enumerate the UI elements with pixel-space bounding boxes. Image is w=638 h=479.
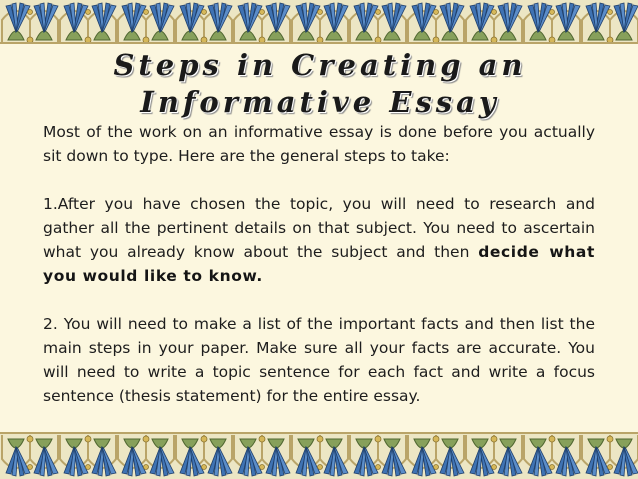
step-one-paragraph <box>43 192 595 288</box>
top-ornamental-border <box>0 0 638 44</box>
lotus-border-pattern-top <box>0 0 638 44</box>
step-one-text: 1.After you have chosen the topic, you will need to research and gather all the pertinent details on that subject. You need to ascertain what you already know about the subject and then <box>43 195 595 261</box>
slide-content-area <box>0 44 638 432</box>
intro-paragraph: Most of the work on an informative essay is done before you actually sit down to type. Here are the general steps to take: <box>43 123 595 165</box>
step-one-emphasis: decide what you would like to know. <box>43 243 595 285</box>
lotus-border-pattern-bottom <box>0 432 638 479</box>
bottom-ornamental-border <box>0 432 638 479</box>
step-two-paragraph: 2. You will need to make a list of the important facts and then list the main steps in your paper. Make sure all your facts are accurate. You will need to write a topic sentence for each fact and write a focus sentence (thesis statement) for the entire essay. <box>43 315 595 405</box>
slide-title: Steps in Creating an Informative Essay <box>113 48 527 119</box>
slide-body <box>43 120 595 432</box>
